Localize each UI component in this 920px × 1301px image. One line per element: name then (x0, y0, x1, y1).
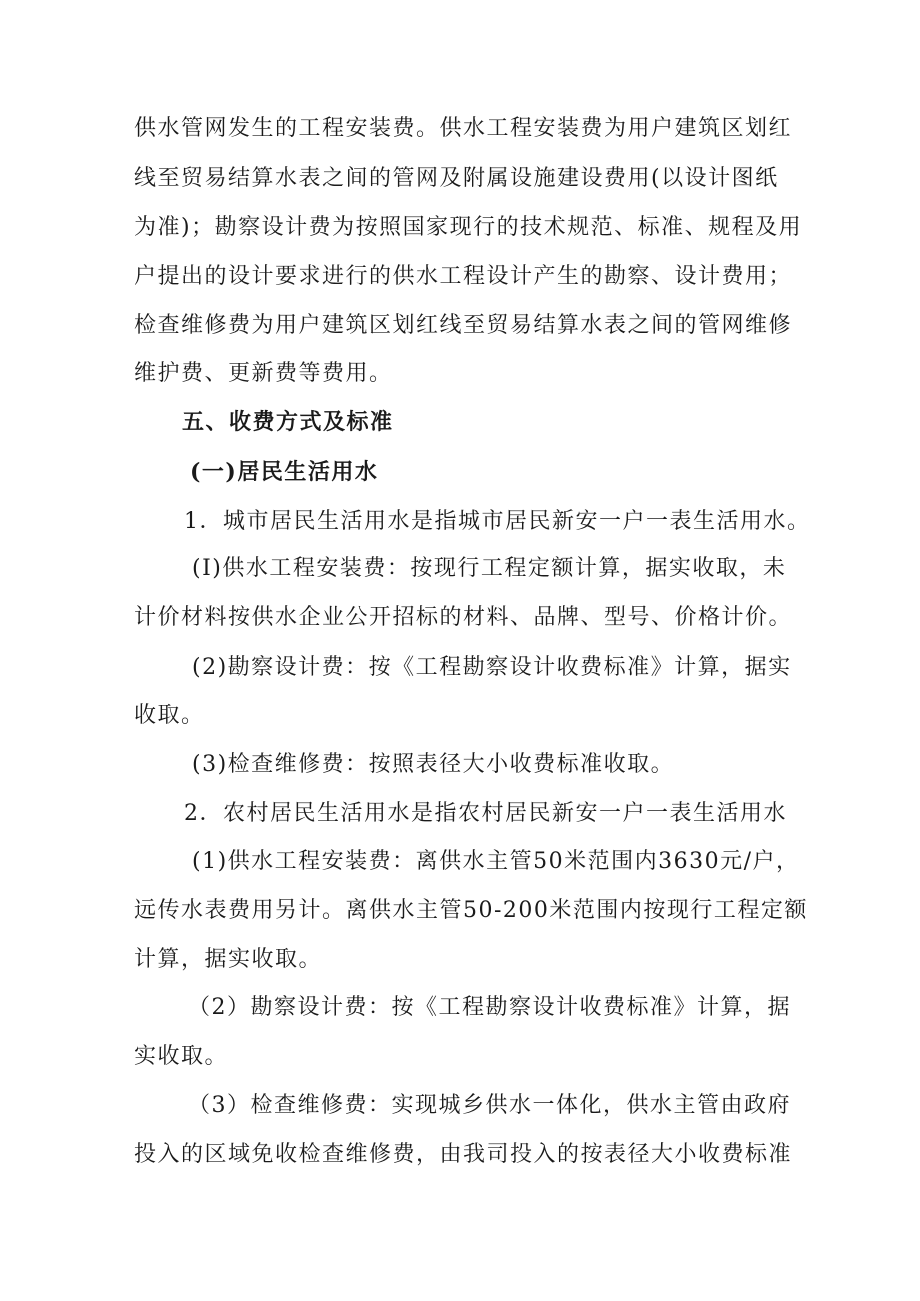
item-1-2-line-2: 收取。 (134, 703, 205, 728)
item-2-line-1: 2．农村居民生活用水是指农村居民新安一户一表生活用水 (184, 801, 787, 826)
item-2-3-line-2: 投入的区域免收检查维修费，由我司投入的按表径大小收费标准 (134, 1142, 793, 1167)
item-1-3-line-1: (3)检查维修费：按照表径大小收费标准收取。 (192, 752, 675, 777)
paragraph-line-4: 户提出的设计要求进行的供水工程设计产生的勘察、设计费用； (134, 264, 793, 289)
section-heading: 五、收费方式及标准 (182, 409, 394, 435)
item-2-1-line-3: 计算，据实收取。 (134, 947, 323, 972)
item-1-1-line-2: 计价材料按供水企业公开招标的材料、品牌、型号、价格计价。 (134, 605, 793, 630)
item-2-3-line-1: （3）检查维修费：实现城乡供水一体化，供水主管由政府 (188, 1093, 791, 1118)
paragraph-line-3: 为准)；勘察设计费为按照国家现行的技术规范、标准、规程及用 (134, 215, 803, 240)
item-1-line-1: 1．城市居民生活用水是指城市居民新安一户一表生活用水。 (184, 509, 811, 534)
paragraph-line-6: 维护费、更新费等费用。 (134, 361, 393, 386)
item-2-2-line-1: （2）勘察设计费：按《工程勘察设计收费标准》计算，据 (188, 995, 791, 1020)
subsection-heading: (一)居民生活用水 (190, 459, 379, 485)
paragraph-line-5: 检查维修费为用户建筑区划红线至贸易结算水表之间的管网维修 (134, 313, 793, 338)
item-1-1-line-1: (I)供水工程安装费：按现行工程定额计算，据实收取，未 (192, 556, 787, 581)
item-2-1-line-2: 远传水表费用另计。离供水主管50-200米范围内按现行工程定额 (134, 898, 808, 923)
item-2-1-line-1: (1)供水工程安装费：离供水主管50米范围内3630元/户， (192, 849, 800, 874)
paragraph-line-1: 供水管网发生的工程安装费。供水工程安装费为用户建筑区划红 (134, 116, 793, 141)
item-2-2-line-2: 实收取。 (134, 1044, 229, 1069)
paragraph-line-2: 线至贸易结算水表之间的管网及附属设施建设费用(以设计图纸 (134, 166, 779, 191)
item-1-2-line-1: (2)勘察设计费：按《工程勘察设计收费标准》计算，据实 (192, 655, 792, 680)
